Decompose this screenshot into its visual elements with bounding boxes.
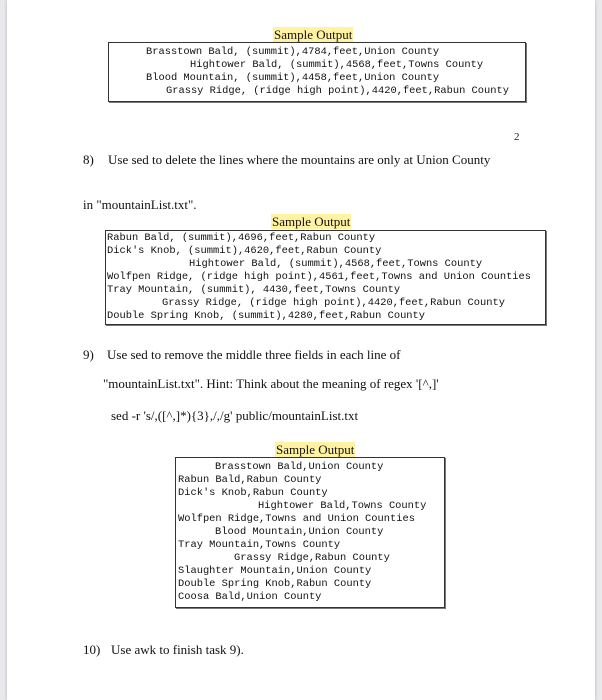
sample-output-box-2	[105, 230, 546, 325]
sample-output-label-1: Sample Output	[274, 27, 353, 42]
code-line: Dick's Knob, (summit),4620,feet,Rabun County	[107, 245, 382, 257]
code-line: Brasstown Bald,Union County	[215, 461, 384, 473]
code-line: Hightower Bald, (summit),4568,feet,Towns County	[190, 59, 484, 71]
sample-output-label-2: Sample Output	[272, 214, 351, 229]
q9-text-line2: "mountainList.txt". Hint: Think about the meaning of regex '[^,]'	[103, 376, 439, 391]
code-line: Grassy Ridge, (ridge high point),4420,feet,Rabun County	[166, 85, 509, 97]
code-line: Rabun Bald,Rabun County	[178, 474, 322, 486]
code-line: Grassy Ridge, (ridge high point),4420,feet,Rabun County	[162, 297, 505, 309]
code-line: Double Spring Knob,Rabun County	[178, 578, 372, 590]
page-number: 2	[514, 131, 520, 143]
code-line: Slaughter Mountain,Union County	[178, 565, 372, 577]
code-line: Brasstown Bald, (summit),4784,feet,Union County	[146, 46, 440, 58]
code-line: Grassy Ridge,Rabun County	[234, 552, 390, 564]
document-page	[7, 0, 595, 700]
code-line: Hightower Bald,Towns County	[258, 500, 427, 512]
code-line: Wolfpen Ridge,Towns and Union Counties	[178, 513, 415, 525]
code-line: Coosa Bald,Union County	[178, 591, 322, 603]
q10-number: 10)	[83, 642, 101, 657]
code-line: Tray Mountain,Towns County	[178, 539, 341, 551]
code-line: Dick's Knob,Rabun County	[178, 487, 328, 499]
q9-number: 9)	[83, 347, 94, 362]
sample-output-box-1	[108, 42, 526, 102]
code-line: Wolfpen Ridge, (ridge high point),4561,feet,Towns and Union Counties	[107, 271, 532, 283]
code-line: Double Spring Knob, (summit),4280,feet,Rabun County	[107, 310, 426, 322]
q8-number: 8)	[83, 152, 94, 167]
q9-sed-command: sed -r 's/,([^,]*){3},/,/g' public/mountainList.txt	[111, 408, 359, 423]
q8-text-line1: Use sed to delete the lines where the mountains are only at Union County	[108, 152, 491, 167]
code-line: Rabun Bald, (summit),4696,feet,Rabun County	[107, 232, 376, 244]
code-line: Blood Mountain,Union County	[215, 526, 384, 538]
q9-text-line1: Use sed to remove the middle three fields in each line of	[107, 347, 401, 362]
code-line: Blood Mountain, (summit),4458,feet,Union County	[146, 72, 440, 84]
sample-output-box-3	[175, 457, 445, 608]
sample-output-label-3: Sample Output	[276, 442, 355, 457]
q10-text: Use awk to finish task 9).	[111, 642, 244, 657]
code-line: Hightower Bald, (summit),4568,feet,Towns County	[189, 258, 483, 270]
code-line: Tray Mountain, (summit), 4430,feet,Towns County	[107, 284, 401, 296]
q8-text-line2: in "mountainList.txt".	[83, 197, 197, 212]
